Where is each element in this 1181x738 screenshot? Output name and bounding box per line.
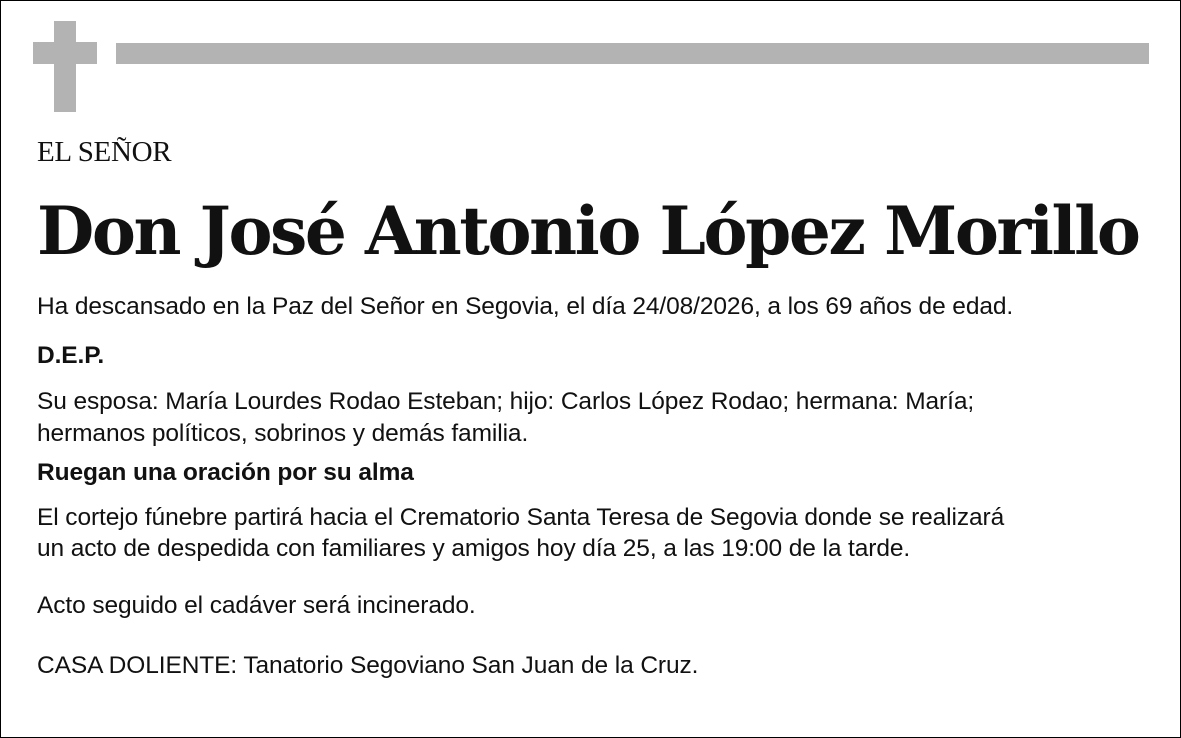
dep-text: D.E.P. <box>37 342 105 369</box>
mourning-house: CASA DOLIENTE: Tanatorio Segoviano San Juan de la Cruz. <box>37 652 699 679</box>
cross-horizontal-beam <box>33 42 97 64</box>
header-rule <box>116 43 1149 64</box>
cremation-note: Acto seguido el cadáver será incinerado. <box>37 592 476 619</box>
prayer-request: Ruegan una oración por su alma <box>37 459 414 486</box>
cortege-line-2: un acto de despedida con familiares y amigos hoy día 25, a las 19:00 de la tarde. <box>37 535 911 562</box>
announcement: Ha descansado en la Paz del Señor en Segovia, el día 24/08/2026, a los 69 años de edad. <box>37 293 1014 320</box>
cortege-line-1: El cortejo fúnebre partirá hacia el Crematorio Santa Teresa de Segovia donde se realizará <box>37 504 1005 531</box>
salutation: EL SEÑOR <box>37 136 172 168</box>
family-line-2: hermanos políticos, sobrinos y demás familia. <box>37 420 529 447</box>
family-line-1: Su esposa: María Lourdes Rodao Esteban; hijo: Carlos López Rodao; hermana: María; <box>37 388 975 415</box>
cross-vertical-beam <box>54 21 76 112</box>
deceased-name: Don José Antonio López Morillo <box>37 192 1139 270</box>
